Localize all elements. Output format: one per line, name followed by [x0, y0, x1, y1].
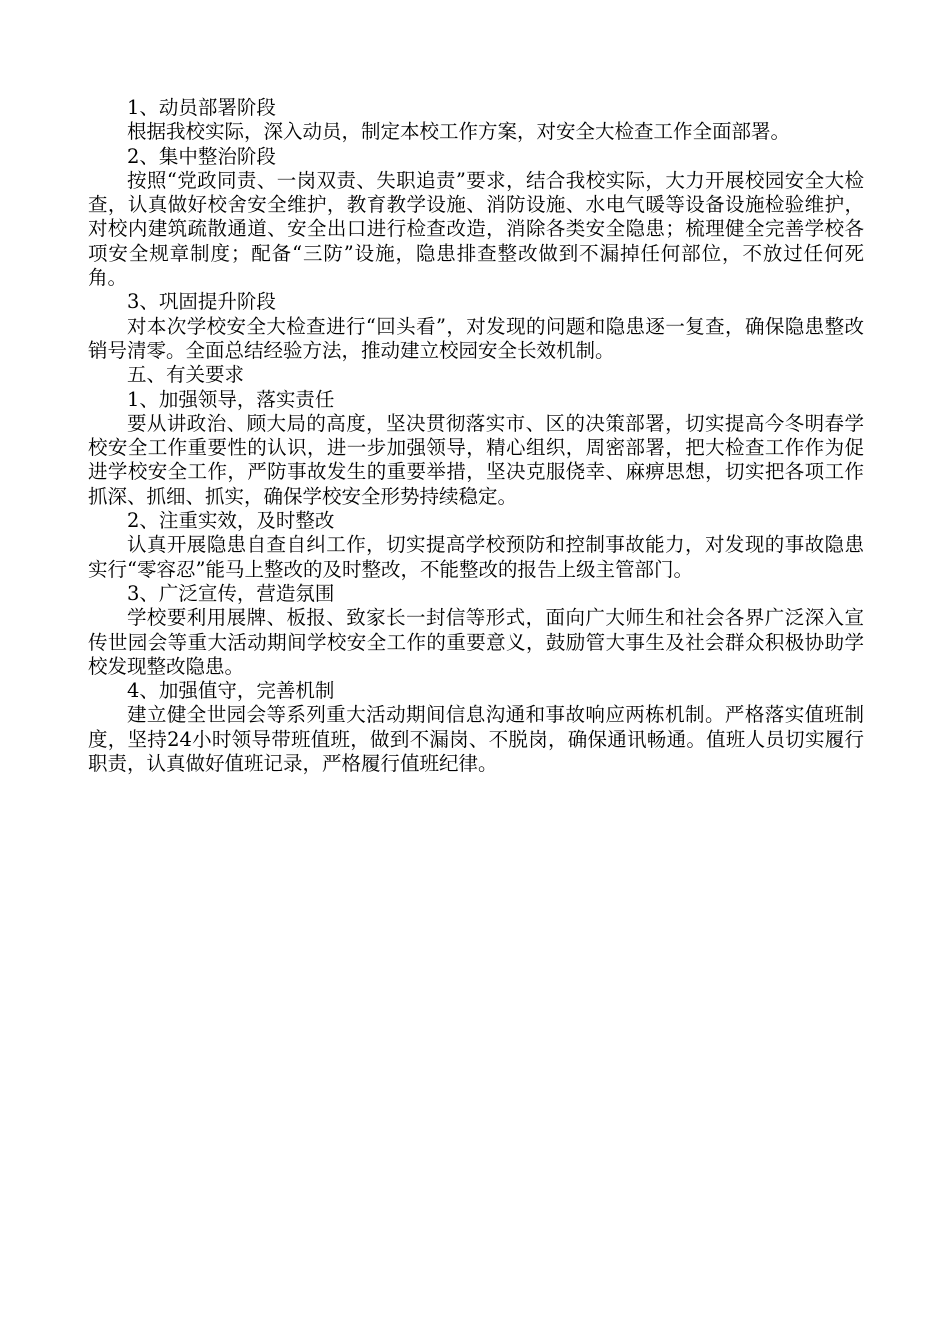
- paragraph-consolidation: 对本次学校安全大检查进行“回头看”，对发现的问题和隐患逐一复查，确保隐患整改销号清零。全面总结经验方法，推动建立校园安全长效机制。: [88, 314, 864, 362]
- paragraph-mobilization: 根据我校实际，深入动员，制定本校工作方案，对安全大检查工作全面部署。: [127, 120, 791, 144]
- paragraph-duty: 建立健全世园会等系列重大活动期间信息沟通和事故响应两栋机制。严格落实值班制度，坚持24小时领导带班值班，做到不漏岗、不脱岗，确保通讯畅通。值班人员切实履行职责，认真做好值班记录，严格履行值班纪律。: [88, 703, 864, 776]
- heading-publicity: 3、广泛宣传，营造氛围: [127, 581, 335, 605]
- heading-requirements: 五、有关要求: [127, 363, 245, 387]
- heading-rectification-stage: 2、集中整治阶段: [127, 144, 276, 168]
- paragraph-publicity: 学校要利用展牌、板报、致家长一封信等形式，面向广大师生和社会各界广泛深入宣传世园会等重大活动期间学校安全工作的重要意义，鼓励管大事生及社会群众积极协助学校发现整改隐患。: [88, 606, 864, 678]
- paragraph-effectiveness: 认真开展隐患自查自纠工作，切实提高学校预防和控制事故能力，对发现的事故隐患实行“零容忍”能马上整改的及时整改，不能整改的报告上级主管部门。: [88, 533, 864, 581]
- heading-mobilization-stage: 1、动员部署阶段: [127, 96, 276, 119]
- paragraph-leadership: 要从讲政治、顾大局的高度，坚决贯彻落实市、区的决策部署，切实提高今冬明春学校安全工作重要性的认识，进一步加强领导，精心组织，周密部署，把大检查工作作为促进学校安全工作，严防事故发生的重要举措，坚决克服侥幸、麻痹思想，切实把各项工作抓深、抓细、抓实，确保学校安全形势持续稳定。: [88, 411, 864, 508]
- document-body: [88, 96, 864, 776]
- heading-duty: 4、加强值守，完善机制: [127, 679, 335, 703]
- heading-effectiveness: 2、注重实效，及时整改: [127, 509, 335, 533]
- paragraph-rectification: 按照“党政同责、一岗双责、失职追责”要求，结合我校实际，大力开展校园安全大检查，认真做好校舍安全维护，教育教学设施、消防设施、水电气暖等设备设施检验维护，对校内建筑疏散通道、安全出口进行检查改造，消除各类安全隐患；梳理健全完善学校各项安全规章制度；配备“三防”设施，隐患排查整改做到不漏掉任何部位，不放过任何死角。: [88, 168, 864, 290]
- heading-consolidation-stage: 3、巩固提升阶段: [127, 290, 276, 314]
- heading-leadership: 1、加强领导，落实责任: [127, 387, 335, 411]
